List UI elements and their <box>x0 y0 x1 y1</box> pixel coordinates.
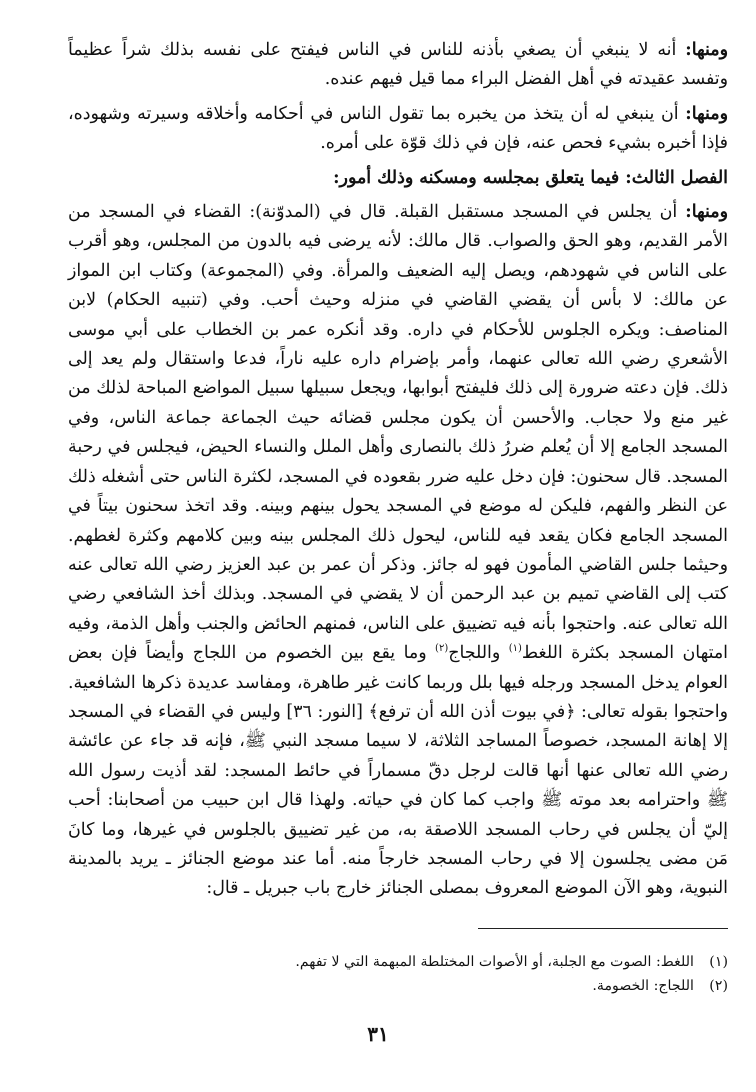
footnote-2 <box>68 974 728 998</box>
section-heading <box>68 164 728 193</box>
paragraph-text-tail: وما يقع بين الخصوم من اللجاج وأيضاً فإن بعض العوام يدخل المسجد ورجله فيها بلل وربما كانت غير طاهرة، ومفاسد عديدة ذكرها الشافعية. واحتجوا بقوله تعالى: ﴿في بيوت أذن الله أن ترفع﴾ [النور: ٣٦] وليس في القضاء في المسجد إلا إهانة المسجد، خصوصاً المساجد الثلاثة، لا سيما مسجد النبي ﷺ، فإنه قد جاء عن عائشة رضي الله تعالى عنها أنها قالت لرجل دقّ مسماراً في حائط المسجد: لقد أذيت رسول الله ﷺ واحترامه بعد موته ﷺ واجب كما كان في حياته. ولهذا قال ابن حبيب من أصحابنا: أحب إليّ أن يجلس في رحاب المسجد اللاصقة به، من غير تضييق بالجلوس في غيرها، وما كانَ مَن مضى يجلسون إلا في رحاب المسجد خارجاً منه. أما عند موضع الجنائز ـ يريد بالمدينة النبوية، وهو الآن الموضع المعروف بمصلى الجنائز خارج باب جبريل ـ قال: <box>68 643 728 899</box>
footnote-number: (١) <box>709 954 728 970</box>
footnote-text: اللغط: الصوت مع الجلبة، أو الأصوات المختلطة المبهمة التي لا تفهم. <box>295 954 694 970</box>
footnote-text: اللجاج: الخصومة. <box>592 978 694 994</box>
paragraph-text: أن يجلس في المسجد مستقبل القبلة. قال في (المدوّنة): القضاء في المسجد من الأمر القديم، وهو الحق والصواب. قال مالك: لأنه يرضى فيه بالدون من المجلس، وهو أقرب على الناس في شهودهم، ويصل إليه الضعيف والمرأة. وفي (المجموعة) وكتاب ابن المواز عن مالك: لا بأس أن يقضي القاضي في منزله وحيث أحب. وفي (تنبيه الحكام) لابن المناصف: ويكره الجلوس للأحكام في داره. وقد أنكره عمر بن الخطاب على أبي موسى الأشعري رضي الله تعالى عنهما، وأمر بإضرام داره عليه ناراً، فدعا واستقال ولم يعد إلى ذلك. فإن دعته ضرورة إلى ذلك فليفتح أبوابها، ويجعل سبيلها سبيل المواضع المباحة لذلك من غير منع ولا حجاب. والأحسن أن يكون مجلس قضائه حيث الجماعة جماعة الناس، وفي المسجد الجامع إلا أن يُعلم ضررُ ذلك بالنصارى وأهل الملل والنساء الحيض، فيجلس في رحبة المسجد. قال سحنون: فإن دخل عليه ضرر بقعوده في المسجد، لكثرة الناس حتى أشغله ذلك عن النظر والفهم، فليكن له موضع في المسجد يحول بينهم وبينه. وقد اتخذ سحنون بيتاً في المسجد الجامع فكان يقعد فيه للناس، ليحول ذلك المجلس بينه وبين كلامهم وكثرة لغطهم. وحيثما جلس القاضي المأمون فهو له جائز. وذكر أن عمر بن عبد العزيز رضي الله تعالى عنه كتب إلى القاضي تميم بن عبد الرحمن أن لا يقضي في المسجد. وبذلك أخذ الشافعي رضي الله تعالى عنه. واحتجوا بأنه فيه تضييق على الناس، فمنهم الحائض والجنب وأهل الذمة، وفيه امتهان المسجد بكثرة اللغط <box>68 202 728 664</box>
footnote-divider <box>478 928 728 929</box>
paragraph-lead: ومنها: <box>685 103 728 124</box>
paragraph-2 <box>68 100 728 159</box>
paragraph-text-mid: واللجاج <box>448 643 509 664</box>
footnote-number: (٢) <box>709 978 728 994</box>
paragraph-lead: ومنها: <box>685 40 728 60</box>
footnote-1 <box>68 950 728 974</box>
footnotes <box>68 950 728 998</box>
paragraph-text: أن ينبغي له أن يتخذ من يخبره بما تقول الناس في أحكامه وأخلاقه وسيرته وشهوده، فإذا أخبره بشيء فحص عنه، فإن في ذلك قوّة على أمره. <box>68 103 728 154</box>
paragraph-lead: ومنها: <box>685 202 728 223</box>
main-text <box>68 36 728 904</box>
page-number: ٣١ <box>367 1022 389 1046</box>
paragraph-1 <box>68 36 728 95</box>
paragraph-text: أنه لا ينبغي أن يصغي بأذنه للناس في الناس فيفتح على نفسه بذلك شراً عظيماً وتفسد عقيدته في أهل الفضل البراء مما قيل فيهم عنده. <box>68 40 728 90</box>
footnote-reference-2[interactable]: (٢) <box>435 643 449 655</box>
section-heading-text: الفصل الثالث: فيما يتعلق بمجلسه ومسكنه وذلك أمور: <box>333 167 728 188</box>
paragraph-3 <box>68 198 728 904</box>
footnote-reference-1[interactable]: (١) <box>508 643 522 655</box>
